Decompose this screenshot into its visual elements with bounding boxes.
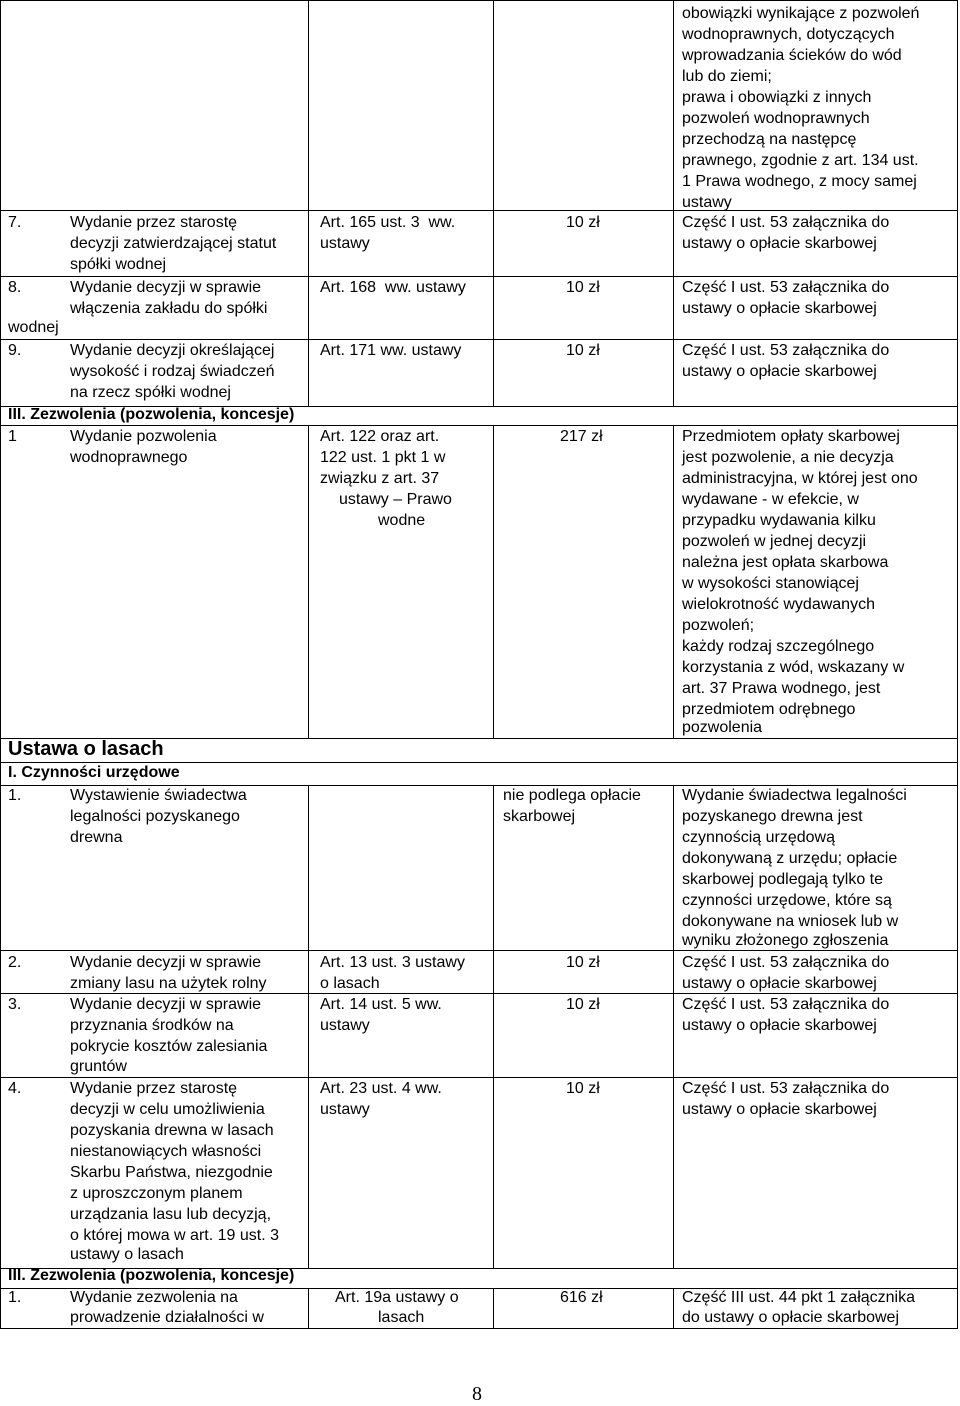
row-number: 9. [8,342,22,359]
legal-basis: związku z art. 37 [320,470,440,487]
row-description: urządzania lasu lub decyzją, [70,1206,272,1223]
fee-amount: 10 zł [566,954,600,971]
fee-note: Część I ust. 53 załącznika do [682,1080,890,1097]
fee-note: każdy rodzaj szczególnego [682,638,875,655]
row-number: 2. [8,954,22,971]
row-description: decyzji w celu umożliwienia [70,1101,265,1118]
fee-note: dokonywaną z urzędu; opłacie [682,850,898,867]
fee-note: Część I ust. 53 załącznika do [682,342,890,359]
note-line: lub do ziemi; [682,68,772,85]
fee-note: czynności urzędowe, które są [682,892,892,909]
legal-basis: Art. 168 ww. ustawy [320,279,466,296]
row-description: Skarbu Państwa, niezgodnie [70,1164,273,1181]
legal-basis: Art. 13 ust. 3 ustawy [320,954,465,971]
row-description: Wydanie pozwolenia [70,428,217,445]
row-description: legalności pozyskanego [70,808,240,825]
col-line-1 [308,1288,309,1329]
row-description: gruntów [70,1058,127,1075]
legal-basis: Art. 171 ww. ustawy [320,342,462,359]
fee-note: pozwolenia [682,719,763,736]
table-border-left [0,0,1,1329]
row-number: 4. [8,1080,22,1097]
row-description: Wydanie decyzji w sprawie [70,996,262,1013]
fee-note: ustawy o opłacie skarbowej [682,235,877,252]
fee-note: Wydanie świadectwa legalności [682,787,907,804]
row-number: 1. [8,1289,22,1306]
fee-amount: 616 zł [560,1289,603,1306]
legal-basis: wodne [378,512,426,529]
fee-note: w wysokości stanowiącej [682,575,859,592]
row-description: Wydanie decyzji w sprawie [70,954,262,971]
fee-note: Część I ust. 53 załącznika do [682,996,890,1013]
fee-note: dokonywane na wniosek lub w [682,913,899,930]
row-description: włączenia zakładu do spółki [70,300,268,317]
col-line-2 [493,1288,494,1329]
row-description: ustawy o lasach [70,1246,184,1263]
table-border-right [957,0,958,1329]
col-line-2 [493,0,494,406]
note-line: przechodzą na następcę [682,131,857,148]
section-heading: III. Zezwolenia (pozwolenia, koncesje) [8,406,295,423]
fee-note: ustawy o opłacie skarbowej [682,1101,877,1118]
fee-note: pozyskanego drewna jest [682,808,863,825]
fee-amount: 10 zł [566,214,600,231]
fee-note: przedmiotem odrębnego [682,701,856,718]
row-description: pozyskania drewna w lasach [70,1122,274,1139]
fee-note: Część III ust. 44 pkt 1 załącznika [682,1289,915,1306]
col-line-1 [308,0,309,406]
legal-basis: Art. 165 ust. 3 ww. [320,214,456,231]
legal-basis: ustawy [320,235,370,252]
fee-note: wyniku złożonego zgłoszenia [682,932,889,949]
legal-basis: ustawy [320,1017,370,1034]
col-line-2 [493,425,494,738]
row-description: Wydanie decyzji w sprawie [70,279,262,296]
row-number: 3. [8,996,22,1013]
row-line [0,276,958,277]
row-line [0,1077,958,1078]
row-line [0,339,958,340]
page-number: 8 [472,1383,482,1405]
col-line-1 [308,425,309,738]
fee-amount: 217 zł [560,428,603,445]
fee-note: pozwoleń; [682,617,755,634]
col-line-1 [308,785,309,1269]
row-description: Wydanie decyzji określającej [70,342,275,359]
fee-note: przypadku wydawania kilku [682,512,876,529]
fee-note: ustawy o opłacie skarbowej [682,300,877,317]
row-description: z uproszczonym planem [70,1185,243,1202]
row-number: 1. [8,787,22,804]
note-line: ustawy [682,194,732,211]
fee-note: Część I ust. 53 załącznika do [682,954,890,971]
fee-note: wielokrotność wydawanych [682,596,875,613]
row-number: 7. [8,214,22,231]
row-description: decyzji zatwierdzającej statut [70,235,277,252]
law-title: Ustawa o lasach [8,738,164,760]
fee-note: Przedmiotem opłaty skarbowej [682,428,900,445]
fee-note: korzystania z wód, wskazany w [682,659,905,676]
row-description: wodnoprawnego [70,449,188,466]
fee-note: czynnością urzędową [682,829,835,846]
note-line: wprowadzania ścieków do wód [682,47,902,64]
col-line-3 [673,0,674,406]
legal-basis: lasach [378,1309,425,1326]
table-border-top [0,0,958,1]
fee-note: do ustawy o opłacie skarbowej [682,1309,900,1326]
note-line: obowiązki wynikające z pozwoleń [682,5,920,22]
fee-amount: nie podlega opłacie [503,787,641,804]
note-line: pozwoleń wodnoprawnych [682,110,870,127]
note-line: prawnego, zgodnie z art. 134 ust. [682,152,919,169]
row-description: zmiany lasu na użytek rolny [70,975,267,992]
row-description: na rzecz spółki wodnej [70,384,231,401]
col-line-2 [493,785,494,1269]
legal-basis: Art. 14 ust. 5 ww. [320,996,442,1013]
fee-note: ustawy o opłacie skarbowej [682,975,877,992]
fee-note: należna jest opłata skarbowa [682,554,889,571]
row-number: 1 [8,428,17,445]
fee-note: art. 37 Prawa wodnego, jest [682,680,881,697]
row-description: Wydanie zezwolenia na [70,1289,238,1306]
fee-note: jest pozwolenie, a nie decyzja [682,449,894,466]
note-line: prawa i obowiązki z innych [682,89,872,106]
row-description: niestanowiących własności [70,1143,262,1160]
section-heading: III. Zezwolenia (pozwolenia, koncesje) [8,1267,295,1284]
col-line-3 [673,1288,674,1329]
legal-basis: Art. 122 oraz art. [320,428,440,445]
row-description: prowadzenie działalności w [70,1309,264,1326]
fee-amount: 10 zł [566,279,600,296]
fee-amount: skarbowej [503,808,576,825]
note-line: 1 Prawa wodnego, z mocy samej [682,173,917,190]
row-description: drewna [70,829,123,846]
fee-note: ustawy o opłacie skarbowej [682,363,877,380]
row-description: pokrycie kosztów zalesiania [70,1038,268,1055]
row-description: Wydanie przez starostę [70,214,238,231]
row-description: spółki wodnej [70,256,167,273]
fee-note: skarbowej podlegają tylko te [682,871,884,888]
fee-amount: 10 zł [566,1080,600,1097]
row-description: Wydanie przez starostę [70,1080,238,1097]
fee-amount: 10 zł [566,342,600,359]
row-description: przyznania środków na [70,1017,234,1034]
legal-basis: o lasach [320,975,380,992]
legal-basis: Art. 19a ustawy o [335,1289,459,1306]
row-description: o której mowa w art. 19 ust. 3 [70,1227,279,1244]
row-description: wysokość i rodzaj świadczeń [70,363,275,380]
legal-basis: ustawy – Prawo [339,491,452,508]
section-heading: I. Czynności urzędowe [8,764,180,781]
legal-basis: Art. 23 ust. 4 ww. [320,1080,442,1097]
legal-basis: 122 ust. 1 pkt 1 w [320,449,446,466]
fee-note: wydawane - w efekcie, w [682,491,859,508]
fee-note: administracyjna, w której jest ono [682,470,918,487]
note-line: wodnoprawnych, dotyczących [682,26,895,43]
fee-amount: 10 zł [566,996,600,1013]
row-description: wodnej [8,319,59,336]
col-line-3 [673,785,674,1269]
fee-note: Część I ust. 53 załącznika do [682,279,890,296]
fee-note: Część I ust. 53 załącznika do [682,214,890,231]
fee-note: ustawy o opłacie skarbowej [682,1017,877,1034]
row-number: 8. [8,279,22,296]
fee-note: pozwoleń w jednej decyzji [682,533,867,550]
row-line [0,210,958,211]
legal-basis: ustawy [320,1101,370,1118]
row-description: Wystawienie świadectwa [70,787,247,804]
col-line-3 [673,425,674,738]
